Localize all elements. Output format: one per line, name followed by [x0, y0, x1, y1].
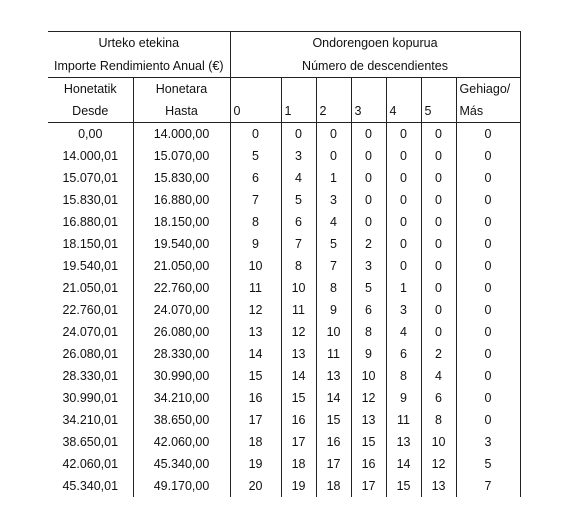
income-to-cell: 15.830,00	[133, 167, 230, 189]
descendants-5-cell: 4	[421, 365, 456, 387]
descendants-4-cell: 15	[386, 475, 421, 497]
more-descendants-cell: 0	[456, 167, 520, 189]
income-to-cell: 49.170,00	[133, 475, 230, 497]
descendants-3-cell: 2	[351, 233, 386, 255]
descendants-3-cell: 0	[351, 123, 386, 146]
descendants-4-cell: 11	[386, 409, 421, 431]
descendants-0-cell: 13	[230, 321, 281, 343]
descendants-1-cell: 0	[281, 123, 316, 146]
col-header-2: 2	[316, 101, 351, 123]
descendants-subtitle: Número de descendientes	[230, 55, 520, 78]
descendants-0-cell: 15	[230, 365, 281, 387]
descendants-0-cell: 0	[230, 123, 281, 146]
table-row	[48, 145, 520, 167]
income-to-cell: 45.340,00	[133, 453, 230, 475]
descendants-4-cell: 14	[386, 453, 421, 475]
more-descendants-cell: 7	[456, 475, 520, 497]
descendants-2-cell: 14	[316, 387, 351, 409]
more-descendants-cell: 0	[456, 233, 520, 255]
descendants-0-cell: 12	[230, 299, 281, 321]
descendants-1-cell: 7	[281, 233, 316, 255]
descendants-2-cell: 9	[316, 299, 351, 321]
income-title: Urteko etekina	[48, 32, 230, 55]
income-to-cell: 24.070,00	[133, 299, 230, 321]
descendants-3-cell: 8	[351, 321, 386, 343]
table-row	[48, 321, 520, 343]
descendants-5-cell: 0	[421, 233, 456, 255]
descendants-0-cell: 10	[230, 255, 281, 277]
descendants-3-cell: 17	[351, 475, 386, 497]
income-subtitle: Importe Rendimiento Anual (€)	[48, 55, 230, 78]
descendants-0-cell: 14	[230, 343, 281, 365]
descendants-3-cell: 12	[351, 387, 386, 409]
table-row	[48, 167, 520, 189]
descendants-2-cell: 0	[316, 123, 351, 146]
table-row	[48, 431, 520, 453]
more-descendants-cell: 0	[456, 343, 520, 365]
income-to-cell: 34.210,00	[133, 387, 230, 409]
income-from-cell: 28.330,01	[62, 368, 119, 383]
income-to-cell: 28.330,00	[133, 343, 230, 365]
descendants-3-cell: 0	[351, 145, 386, 167]
descendants-0-cell: 7	[230, 189, 281, 211]
income-from-cell: 45.340,01	[62, 478, 119, 493]
more-descendants-cell: 5	[456, 453, 520, 475]
income-from-cell: 24.070,01	[62, 324, 119, 339]
income-to-cell: 15.070,00	[133, 145, 230, 167]
table-row	[48, 299, 520, 321]
descendants-5-cell: 0	[421, 189, 456, 211]
descendants-0-cell: 16	[230, 387, 281, 409]
descendants-1-cell: 8	[281, 255, 316, 277]
descendants-4-cell: 1	[386, 277, 421, 299]
income-to-cell: 42.060,00	[133, 431, 230, 453]
table-row	[48, 255, 520, 277]
descendants-3-cell: 0	[351, 189, 386, 211]
col-header-4: 4	[386, 101, 421, 123]
descendants-4-cell: 0	[386, 145, 421, 167]
income-from-cell: 18.150,01	[62, 236, 119, 251]
descendants-3-cell: 10	[351, 365, 386, 387]
descendants-1-cell: 13	[281, 343, 316, 365]
descendants-4-cell: 9	[386, 387, 421, 409]
descendants-0-cell: 11	[230, 277, 281, 299]
descendants-1-cell: 5	[281, 189, 316, 211]
table-row	[48, 277, 520, 299]
income-to-cell: 30.990,00	[133, 365, 230, 387]
to-label: Honetara	[133, 78, 230, 101]
descendants-3-cell: 6	[351, 299, 386, 321]
income-to-cell: 14.000,00	[133, 123, 230, 146]
descendants-1-cell: 11	[281, 299, 316, 321]
descendants-3-cell: 3	[351, 255, 386, 277]
descendants-3-cell: 5	[351, 277, 386, 299]
col-header-0: 0	[230, 101, 281, 123]
income-to-cell: 26.080,00	[133, 321, 230, 343]
descendants-1-cell: 3	[281, 145, 316, 167]
income-from-cell: 26.080,01	[62, 346, 119, 361]
table-row	[48, 211, 520, 233]
descendants-2-cell: 8	[316, 277, 351, 299]
descendants-5-cell: 2	[421, 343, 456, 365]
descendants-5-cell: 0	[421, 299, 456, 321]
table-row	[48, 123, 520, 146]
more-descendants-cell: 0	[456, 409, 520, 431]
descendants-2-cell: 17	[316, 453, 351, 475]
table-row	[48, 365, 520, 387]
more-label: Gehiago/	[456, 78, 520, 101]
income-to-cell: 22.760,00	[133, 277, 230, 299]
descendants-1-cell: 19	[281, 475, 316, 497]
more-descendants-cell: 0	[456, 387, 520, 409]
descendants-2-cell: 18	[316, 475, 351, 497]
income-to-cell: 38.650,00	[133, 409, 230, 431]
descendants-5-cell: 0	[421, 321, 456, 343]
income-from-cell: 42.060,01	[62, 456, 119, 471]
income-from-cell: 15.070,01	[62, 170, 119, 185]
descendants-4-cell: 3	[386, 299, 421, 321]
descendants-1-cell: 6	[281, 211, 316, 233]
descendants-5-cell: 10	[421, 431, 456, 453]
descendants-5-cell: 0	[421, 123, 456, 146]
table-row	[48, 475, 520, 497]
descendants-1-cell: 18	[281, 453, 316, 475]
descendants-2-cell: 3	[316, 189, 351, 211]
income-from-cell: 30.990,01	[62, 390, 119, 405]
descendants-5-cell: 0	[421, 277, 456, 299]
more-descendants-cell: 0	[456, 189, 520, 211]
descendants-4-cell: 6	[386, 343, 421, 365]
descendants-0-cell: 18	[230, 431, 281, 453]
col-header-1: 1	[281, 101, 316, 123]
descendants-2-cell: 13	[316, 365, 351, 387]
more-descendants-cell: 0	[456, 255, 520, 277]
col-header-3: 3	[351, 101, 386, 123]
descendants-2-cell: 15	[316, 409, 351, 431]
descendants-5-cell: 0	[421, 145, 456, 167]
more-descendants-cell: 0	[456, 321, 520, 343]
table-body	[48, 123, 520, 498]
descendants-3-cell: 13	[351, 409, 386, 431]
table-row	[48, 387, 520, 409]
descendants-5-cell: 0	[421, 211, 456, 233]
table-row	[48, 453, 520, 475]
more-descendants-cell: 0	[456, 145, 520, 167]
withholding-table	[48, 31, 521, 497]
descendants-1-cell: 10	[281, 277, 316, 299]
to-label-es: Hasta	[133, 101, 230, 123]
descendants-3-cell: 16	[351, 453, 386, 475]
income-from-cell: 22.760,01	[62, 302, 119, 317]
descendants-2-cell: 4	[316, 211, 351, 233]
income-from-cell: 0,00	[78, 126, 103, 141]
table-row	[48, 409, 520, 431]
descendants-2-cell: 7	[316, 255, 351, 277]
descendants-2-cell: 16	[316, 431, 351, 453]
table-row	[48, 233, 520, 255]
descendants-1-cell: 16	[281, 409, 316, 431]
income-from-cell: 14.000,01	[62, 148, 119, 163]
descendants-title: Ondorengoen kopurua	[230, 32, 520, 55]
income-to-cell: 19.540,00	[133, 233, 230, 255]
descendants-2-cell: 5	[316, 233, 351, 255]
income-to-cell: 21.050,00	[133, 255, 230, 277]
descendants-3-cell: 0	[351, 167, 386, 189]
more-descendants-cell: 0	[456, 365, 520, 387]
income-from-cell: 19.540,01	[62, 258, 119, 273]
income-from-cell: 34.210,01	[62, 412, 119, 427]
descendants-4-cell: 4	[386, 321, 421, 343]
descendants-0-cell: 9	[230, 233, 281, 255]
table-row	[48, 189, 520, 211]
descendants-2-cell: 10	[316, 321, 351, 343]
descendants-4-cell: 0	[386, 233, 421, 255]
descendants-4-cell: 0	[386, 123, 421, 146]
descendants-5-cell: 0	[421, 167, 456, 189]
withholding-table-document	[48, 31, 520, 497]
more-descendants-cell: 0	[456, 277, 520, 299]
descendants-1-cell: 17	[281, 431, 316, 453]
descendants-5-cell: 6	[421, 387, 456, 409]
descendants-4-cell: 8	[386, 365, 421, 387]
descendants-1-cell: 12	[281, 321, 316, 343]
descendants-5-cell: 12	[421, 453, 456, 475]
descendants-0-cell: 8	[230, 211, 281, 233]
table-row	[48, 343, 520, 365]
descendants-1-cell: 4	[281, 167, 316, 189]
income-from-cell: 21.050,01	[62, 280, 119, 295]
descendants-4-cell: 0	[386, 167, 421, 189]
descendants-0-cell: 5	[230, 145, 281, 167]
from-label-es: Desde	[48, 101, 133, 123]
descendants-5-cell: 8	[421, 409, 456, 431]
descendants-4-cell: 0	[386, 255, 421, 277]
more-descendants-cell: 0	[456, 299, 520, 321]
descendants-4-cell: 13	[386, 431, 421, 453]
more-descendants-cell: 0	[456, 211, 520, 233]
income-from-cell: 16.880,01	[62, 214, 119, 229]
more-descendants-cell: 0	[456, 123, 520, 146]
more-descendants-cell: 3	[456, 431, 520, 453]
descendants-0-cell: 6	[230, 167, 281, 189]
descendants-0-cell: 17	[230, 409, 281, 431]
descendants-1-cell: 15	[281, 387, 316, 409]
income-from-cell: 38.650,01	[62, 434, 119, 449]
descendants-4-cell: 0	[386, 189, 421, 211]
descendants-0-cell: 19	[230, 453, 281, 475]
descendants-5-cell: 0	[421, 255, 456, 277]
income-to-cell: 16.880,00	[133, 189, 230, 211]
descendants-3-cell: 9	[351, 343, 386, 365]
col-header-5: 5	[421, 101, 456, 123]
descendants-0-cell: 20	[230, 475, 281, 497]
descendants-3-cell: 15	[351, 431, 386, 453]
income-to-cell: 18.150,00	[133, 211, 230, 233]
from-label: Honetatik	[63, 82, 117, 96]
more-label-es: Más	[456, 101, 520, 123]
descendants-2-cell: 1	[316, 167, 351, 189]
descendants-2-cell: 0	[316, 145, 351, 167]
descendants-5-cell: 13	[421, 475, 456, 497]
income-from-cell: 15.830,01	[62, 192, 119, 207]
descendants-3-cell: 0	[351, 211, 386, 233]
descendants-4-cell: 0	[386, 211, 421, 233]
descendants-2-cell: 11	[316, 343, 351, 365]
descendants-1-cell: 14	[281, 365, 316, 387]
